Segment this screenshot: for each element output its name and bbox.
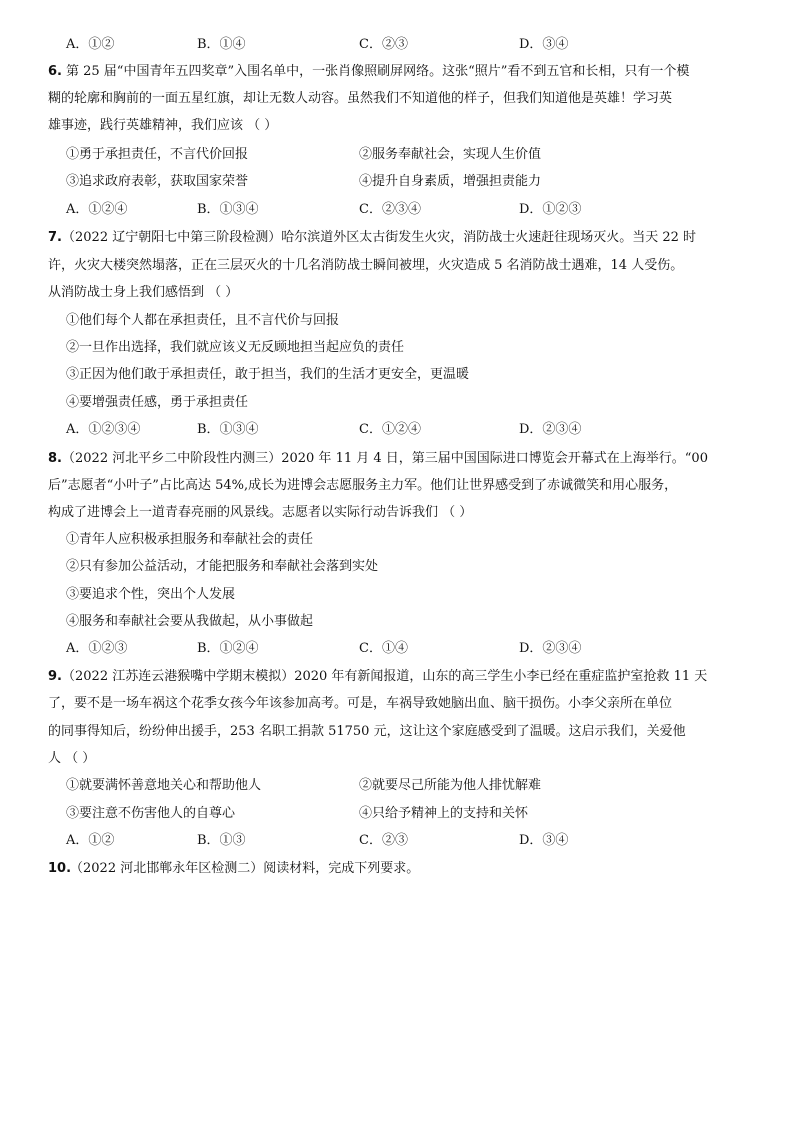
q7-stem-line-3: 从消防战士身上我们感悟到 （ ）	[48, 285, 239, 300]
q9-statement-2: ②就要尽己所能为他人排忧解难	[359, 778, 542, 793]
q10-number: 10.	[48, 861, 72, 876]
q7-stem-line-1: （2022 辽宁朝阳七中第三阶段检测）哈尔滨道外区太古街发生火灾，消防战士火速赶往现场灭火。当天 22 时	[62, 230, 697, 245]
q5-option-c[interactable]: C．②③	[359, 37, 408, 52]
q8-number: 8.	[48, 451, 62, 466]
q9-option-c[interactable]: C．②③	[359, 833, 408, 848]
q9-statement-4: ④只给予精神上的支持和关怀	[359, 806, 529, 821]
q5-options	[66, 36, 706, 54]
q6-stem-line-3: 雄事迹，践行英雄精神，我们应该 （ ）	[48, 118, 278, 133]
q9-option-d[interactable]: D．③④	[519, 833, 569, 848]
q6-option-c[interactable]: C．②③④	[359, 202, 421, 217]
q7-statement-4: ④要增强责任感，勇于承担责任	[66, 395, 249, 410]
q7-statement-3: ③正因为他们敢于承担责任，敢于担当，我们的生活才更安全，更温暖	[66, 367, 470, 382]
q9-stem-line-2: 了，要不是一场车祸这个花季女孩今年该参加高考。可是，车祸导致她脑出血、脑干损伤。小李父亲所在单位	[48, 696, 673, 711]
q9-options	[66, 832, 706, 850]
q8-option-a[interactable]: A．①②③	[66, 641, 128, 656]
q8-option-c[interactable]: C．①④	[359, 641, 408, 656]
q6-statement-1: ①勇于承担责任，不言代价回报	[66, 147, 249, 162]
q8-statement-1: ①青年人应积极承担服务和奉献社会的责任	[66, 532, 314, 547]
q6-option-b[interactable]: B．①③④	[197, 202, 259, 217]
q9-number: 9.	[48, 669, 62, 684]
q9-stem-line-3: 的同事得知后，纷纷伸出援手，253 名职工捐款 51750 元，这让这个家庭感受到了温暖。这启示我们，关爱他	[48, 724, 686, 739]
q8-statement-2: ②只有参加公益活动，才能把服务和奉献社会落到实处	[66, 559, 379, 574]
q6-option-a[interactable]: A．①②④	[66, 202, 128, 217]
q7-options	[66, 421, 706, 439]
q7-statement-1: ①他们每个人都在承担责任，且不言代价与回报	[66, 313, 340, 328]
q6-option-d[interactable]: D．①②③	[519, 202, 582, 217]
q7-number: 7.	[48, 230, 62, 245]
q5-option-a[interactable]: A．①②	[66, 37, 115, 52]
q6-stem-line-2: 糊的轮廓和胸前的一面五星红旗，却让无数人动容。虽然我们不知道他的样子，但我们知道他是英雄！学习英	[48, 91, 673, 106]
q6-options	[66, 201, 706, 219]
q8-stem-line-3: 构成了进博会上一道青春亮丽的风景线。志愿者以实际行动告诉我们 （ ）	[48, 505, 473, 520]
q8-stem-line-2: 后”志愿者“小叶子”占比高达 54%,成长为进博会志愿服务主力军。他们让世界感受到了赤诚微笑和用心服务，	[48, 478, 678, 493]
q7-option-c[interactable]: C．①②④	[359, 422, 421, 437]
q7-stem-line-2: 许，火灾大楼突然塌落，正在三层灭火的十几名消防战士瞬间被埋，火灾造成 5 名消防战士遇难，14 人受伤。	[48, 258, 684, 273]
q9-stem-line-4: 人 （ ）	[48, 751, 96, 766]
q6-statement-2: ②服务奉献社会，实现人生价值	[359, 147, 542, 162]
q10-stem: （2022 河北邯郸永年区检测二）阅读材料，完成下列要求。	[70, 861, 420, 876]
q7-option-a[interactable]: A．①②③④	[66, 422, 141, 437]
q9-statement-3: ③要注意不伤害他人的自尊心	[66, 806, 236, 821]
q9-stem-line-1: （2022 江苏连云港猴嘴中学期末模拟）2020 年有新闻报道，山东的高三学生小李已经在重症监护室抢救 11 天	[62, 669, 708, 684]
q6-statement-4: ④提升自身素质，增强担责能力	[359, 174, 542, 189]
q7-statement-2: ②一旦作出选择，我们就应该义无反顾地担当起应负的责任	[66, 340, 405, 355]
q9-option-b[interactable]: B．①③	[197, 833, 246, 848]
q8-options	[66, 640, 706, 658]
q5-option-b[interactable]: B．①④	[197, 37, 246, 52]
q8-statement-3: ③要追求个性，突出个人发展	[66, 587, 236, 602]
q9-statement-1: ①就要满怀善意地关心和帮助他人	[66, 778, 262, 793]
q7-option-b[interactable]: B．①③④	[197, 422, 259, 437]
q8-stem-line-1: （2022 河北平乡二中阶段性内测三）2020 年 11 月 4 日，第三届中国国际进口博览会开幕式在上海举行。“00	[62, 451, 708, 466]
q8-option-b[interactable]: B．①②④	[197, 641, 259, 656]
q8-statement-4: ④服务和奉献社会要从我做起，从小事做起	[66, 614, 314, 629]
q6-number: 6.	[48, 64, 62, 79]
q6-statement-3: ③追求政府表彰，获取国家荣誉	[66, 174, 249, 189]
q9-option-a[interactable]: A．①②	[66, 833, 115, 848]
q8-option-d[interactable]: D．②③④	[519, 641, 582, 656]
q5-option-d[interactable]: D．③④	[519, 37, 569, 52]
q7-option-d[interactable]: D．②③④	[519, 422, 582, 437]
q6-stem-line-1: 第 25 届“中国青年五四奖章”入围名单中，一张肖像照刷屏网络。这张“照片”看不到五官和长相，只有一个模	[66, 64, 690, 79]
